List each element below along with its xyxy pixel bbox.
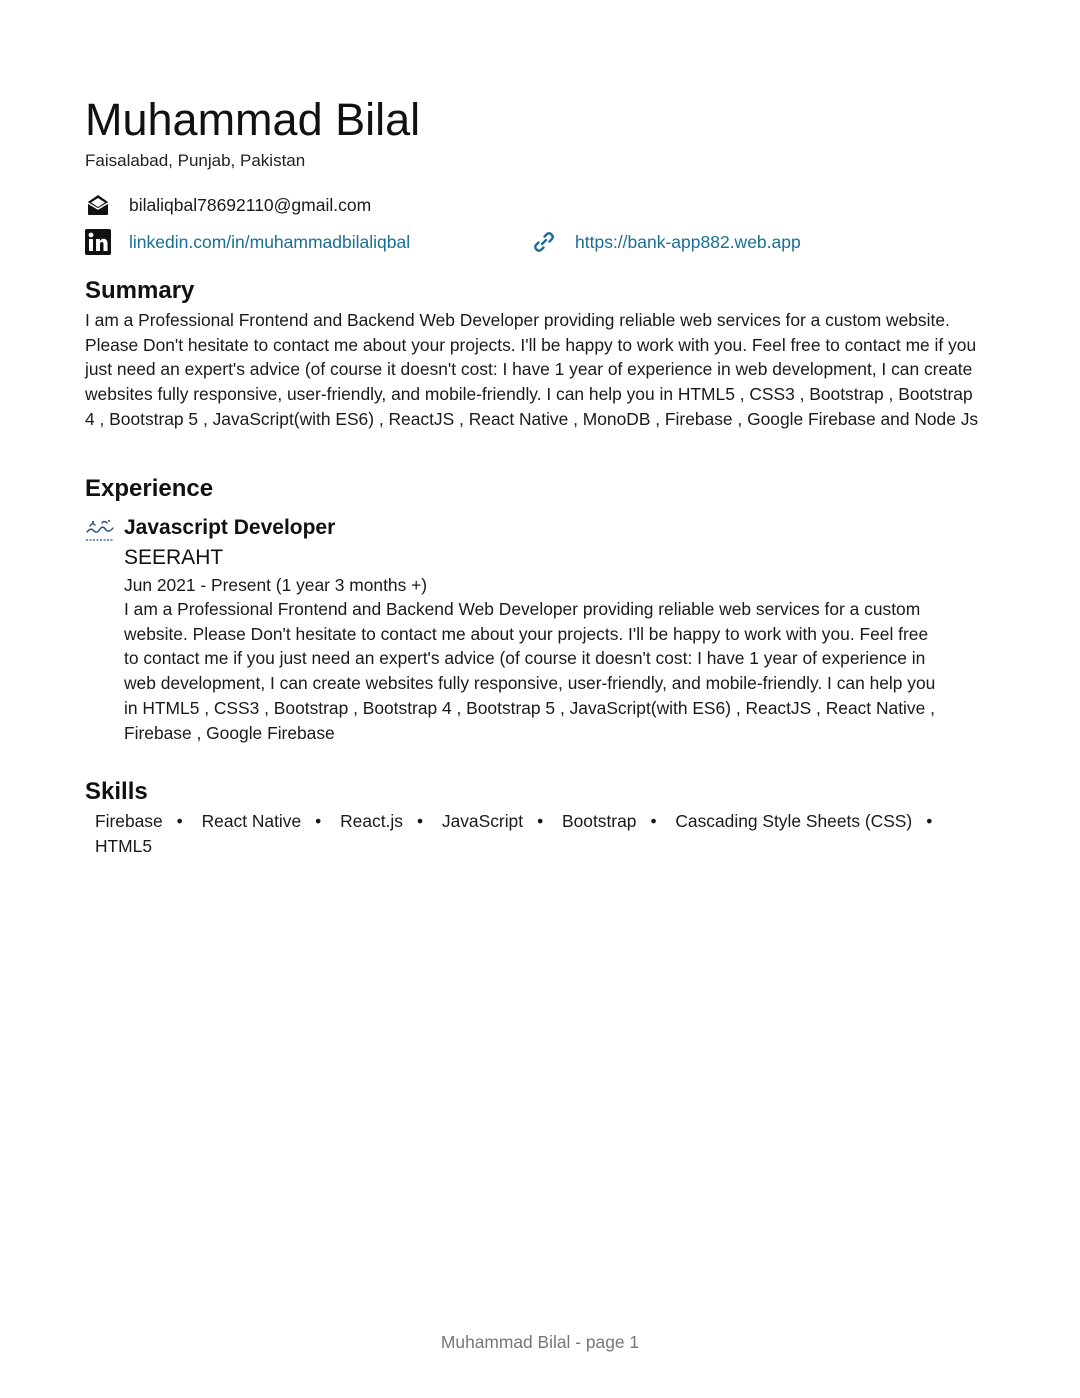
skill-separator: •: [650, 811, 657, 831]
skill-item: HTML5: [95, 835, 153, 856]
skill-item: Bootstrap: [562, 811, 637, 831]
link-icon: [531, 229, 557, 255]
skill-item: React Native: [201, 811, 302, 831]
candidate-name: Muhammad Bilal: [85, 94, 421, 145]
skill-item: JavaScript: [441, 811, 524, 831]
job-company: SEERAHT: [124, 546, 224, 569]
skill-separator: •: [926, 811, 933, 831]
summary-text: I am a Professional Frontend and Backend Web Developer providing reliable web services for a custom website. Please Don't hesitate to contact me about your projects. I'll be happy to work with you. Feel free to contact me if you just need an expert's advice (of course it doesn't cost: I have 1 year of experience in web development, I can create websites fully responsive, user-friendly, and mobile-friendly. I can help you in HTML5 , CSS3 , Bootstrap , Bootstrap 4 , Bootstrap 5 , JavaScript(with ES6) , ReactJS , React Native , MonoDB , Firebase , Google Firebase and Node Js: [85, 310, 979, 429]
page-footer: Muhammad Bilal - page 1: [440, 1332, 640, 1352]
job-dates: Jun 2021 - Present (1 year 3 months +): [124, 575, 428, 595]
skill-separator: •: [176, 811, 183, 831]
candidate-location: Faisalabad, Punjab, Pakistan: [85, 151, 306, 170]
email-text[interactable]: bilaliqbal78692110@gmail.com: [129, 195, 372, 215]
contact-website-row: [531, 229, 801, 255]
company-logo-icon: [85, 518, 115, 544]
envelope-open-icon: [85, 192, 111, 218]
summary-heading: Summary: [85, 277, 195, 304]
job-title: Javascript Developer: [124, 516, 336, 539]
skill-item: Cascading Style Sheets (CSS): [675, 811, 913, 831]
skills-heading: Skills: [85, 778, 148, 805]
linkedin-link[interactable]: linkedin.com/in/muhammadbilaliqbal: [129, 232, 411, 252]
contact-email-row: [85, 192, 371, 218]
skills-list: [95, 809, 955, 858]
contact-linkedin-row: [85, 229, 410, 255]
job-description: I am a Professional Frontend and Backend Web Developer providing reliable web services for a custom website. Please Don't hesitate to contact me about your projects. I'll be happy to work with you. Feel free to contact me if you just need an expert's advice (of course it doesn't cost: I have 1 year of experience in web development, I can create websites fully responsive, user-friendly, and mobile-friendly. I can help you in HTML5 , CSS3 , Bootstrap , Bootstrap 4 , Bootstrap 5 , JavaScript(with ES6) , ReactJS , React Native , Firebase , Google Firebase: [124, 599, 936, 743]
skill-item: React.js: [340, 811, 403, 831]
experience-heading: Experience: [85, 475, 214, 502]
website-link[interactable]: https://bank-app882.web.app: [575, 232, 801, 252]
linkedin-icon: [85, 229, 111, 255]
skill-item: Firebase: [95, 811, 163, 831]
skill-separator: •: [416, 811, 424, 831]
skill-separator: •: [315, 811, 322, 831]
skill-separator: •: [537, 811, 544, 831]
